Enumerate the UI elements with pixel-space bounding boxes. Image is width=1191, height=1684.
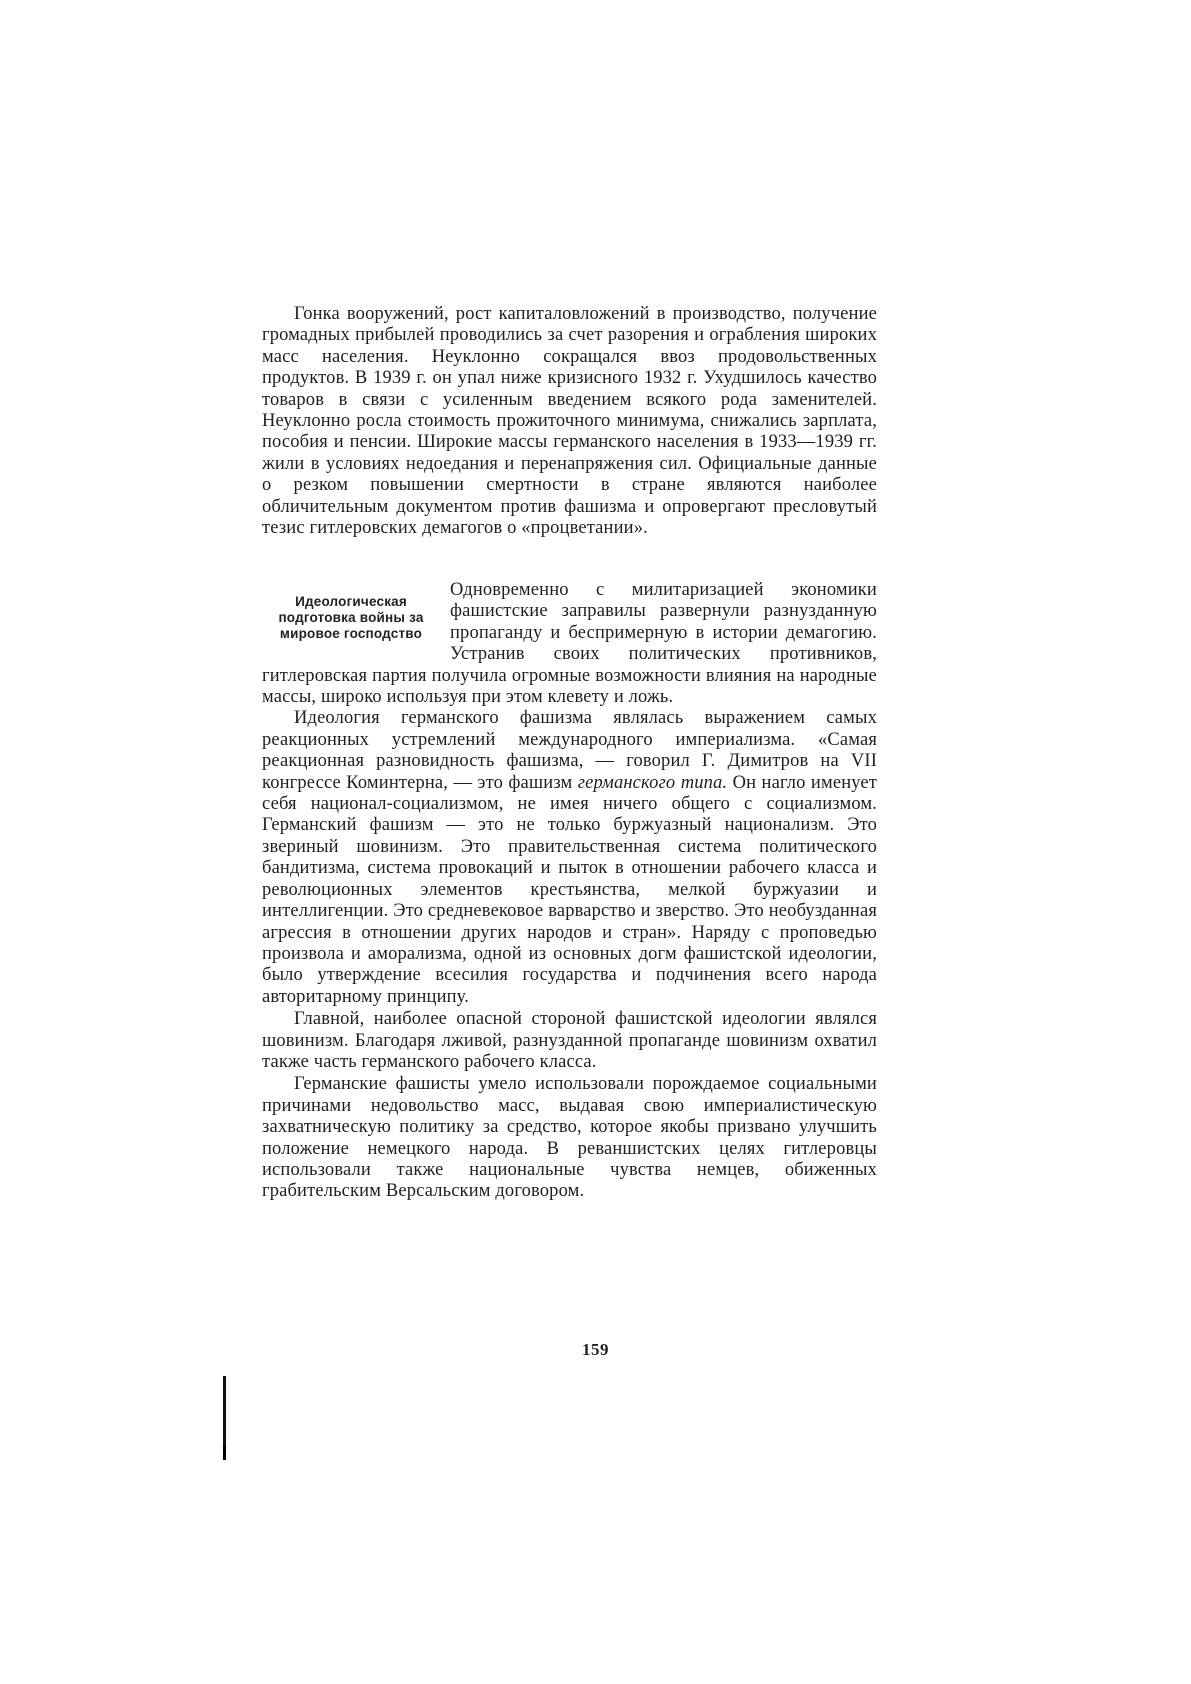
paragraph-dimitrov-quote <box>262 708 877 1008</box>
side-heading: Идеологическая подготовка войны за мировое господство <box>278 594 424 642</box>
paragraph-chauvinism: Главной, наиболее опасной стороной фашистской идеологии являлся шовинизм. Благодаря лживой, разнузданной пропаганде шовинизм охватил также часть германского рабочего класса. <box>262 1009 877 1072</box>
intro-text-block <box>262 304 877 539</box>
paragraph-revanchism: Германские фашисты умело использовали порождаемое социальными причинами недовольство масс, выдавая свою империалистическую захватническую политику за средство, которое якобы призвано улучшить положение немецкого народа. В реваншистских целях гитлеровцы использовали также национальные чувства немцев, обиженных грабительским Версальским договором. <box>262 1074 877 1202</box>
ideology-section <box>262 580 877 1203</box>
scan-edge-mark <box>223 1376 226 1446</box>
page-number: 159 <box>582 1340 609 1359</box>
paragraph-ideology-lead: Одновременно с милитаризацией экономики фашистские заправилы развернули разнузданную пропаганду и беспримерную в истории демагогию. Устранив своих политических противников, гитлеровская партия получила огромные возможности влияния на народные массы, широко используя при этом клевету и ложь. <box>262 580 877 708</box>
quote-text-after: Он нагло именует себя национал-социализмом, не имея ничего общего с социализмом. Германский фашизм — это не только буржуазный национализм. Это звериный шовинизм. Это правительственная система политического бандитизма, система провокаций и пыток в отношении рабочего класса и революционных элементов крестьянства, мелкой буржуазии и интеллигенции. Это средневековое варварство и зверство. Это необузданная агрессия в отношении других народов и стран». Наряду с проповедью произвола и аморализма, одной из основных догм фашистской идеологии, было утверждение всесилия государства и подчинения всего народа авторитарному принципу. <box>262 772 878 1007</box>
scan-edge-mark-tail <box>223 1446 226 1460</box>
quote-emphasis: германского типа. <box>577 772 728 793</box>
quote-text-before: Идеология германского фашизма являлась выражением самых реакционных устремлений международного империализма. «Самая реакционная разновидность фашизма, — говорил Г. Димитров на VII конгрессе Коминтерна, — это фашизм <box>262 708 877 793</box>
paragraph-intro: Гонка вооружений, рост капиталовложений в производство, получение громадных прибылей проводились за счет разорения и ограбления широких масс населения. Неуклонно сокращался ввоз продовольственных продуктов. В 1939 г. он упал ниже кризисного 1932 г. Ухудшилось качество товаров в связи с усиленным введением всякого рода заменителей. Неуклонно росла стоимость прожиточного минимума, снижались зарплата, пособия и пенсии. Широкие массы германского населения в 1933—1939 гг. жили в условиях недоедания и перенапряжения сил. Официальные данные о резком повышении смертности в стране являются наиболее обличительным документом против фашизма и опровергают пресловутый тезис гитлеровских демагогов о «процветании». <box>262 304 877 539</box>
